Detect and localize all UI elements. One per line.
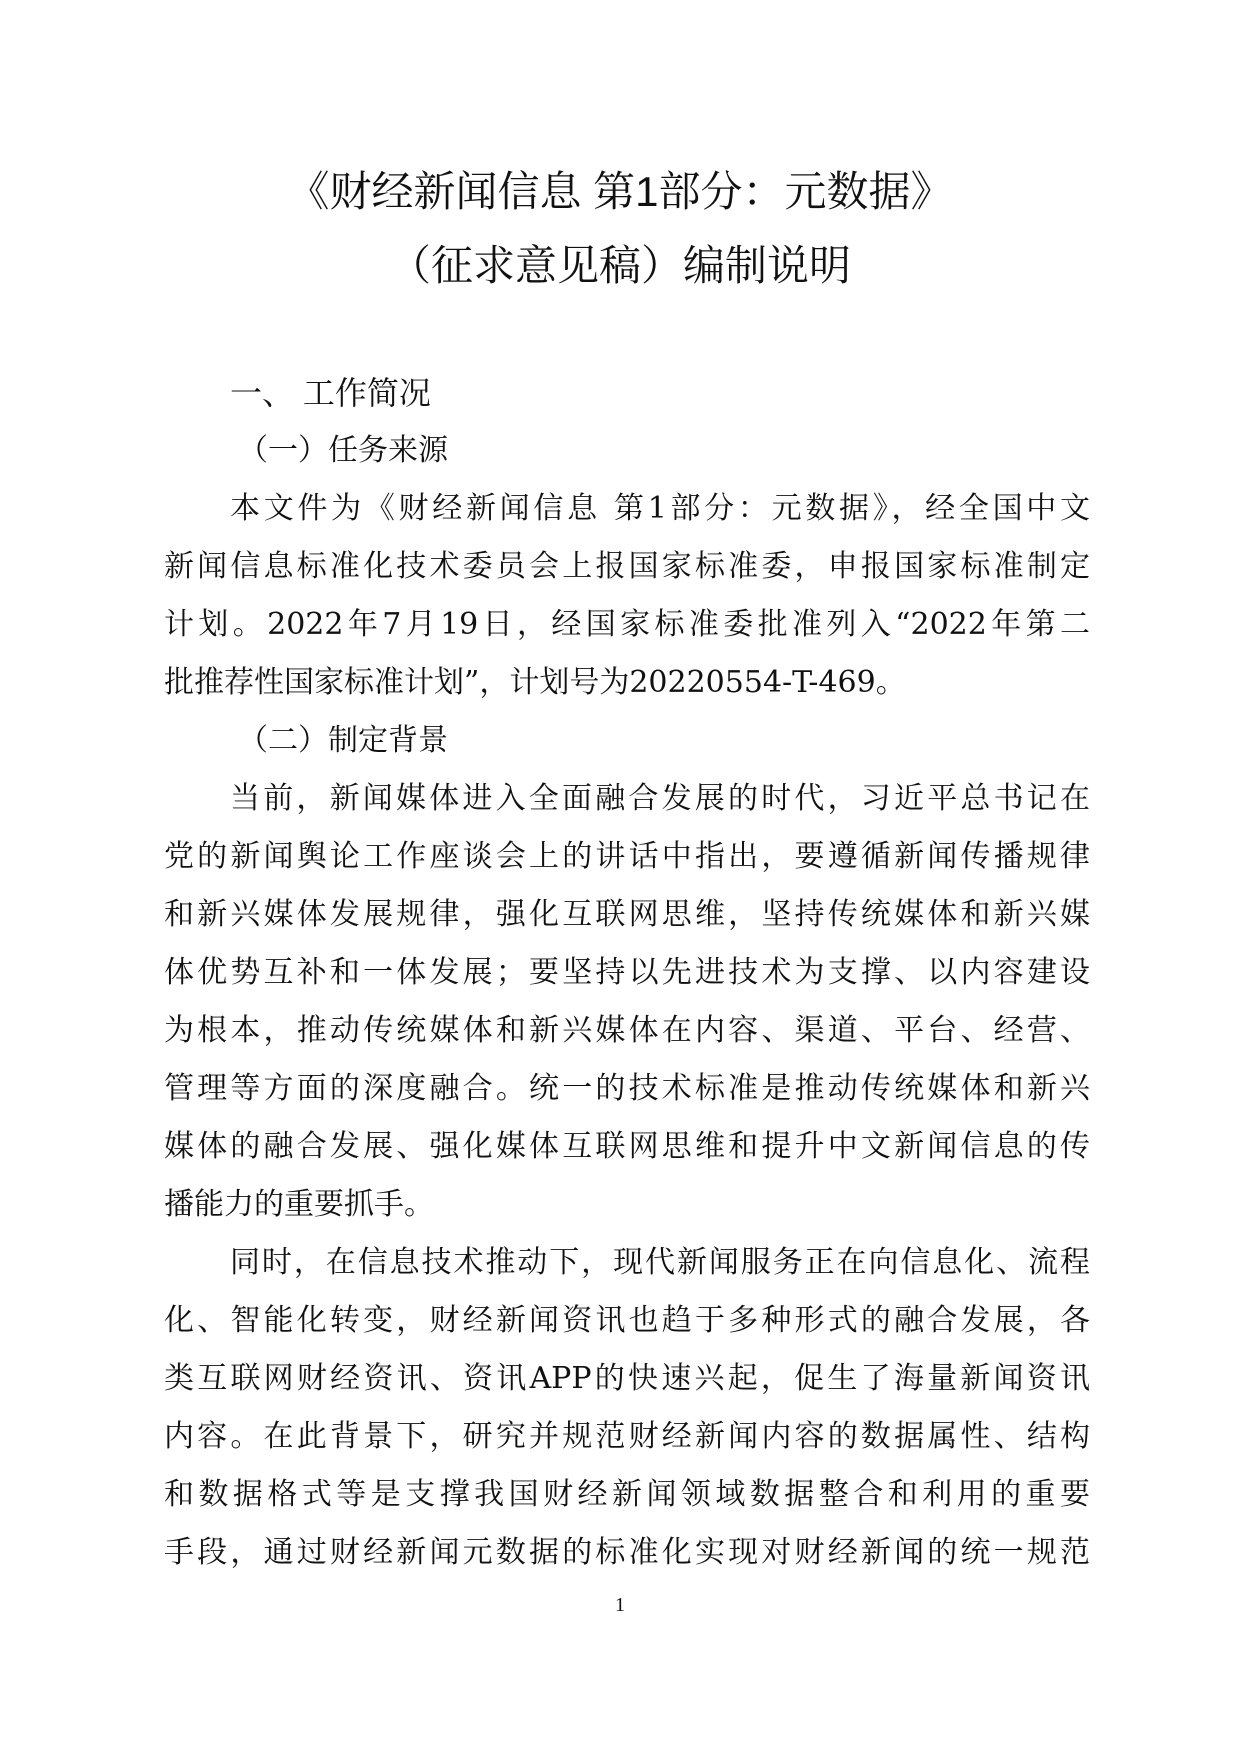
paragraph-background-2	[164, 1234, 1090, 1582]
text-line: 媒体的融合发展、强化媒体互联网思维和提升中文新闻信息的传	[164, 1129, 1090, 1164]
page-number: 1	[615, 1594, 625, 1616]
document-title-line-2: （征求意见稿）编制说明	[388, 242, 851, 289]
section-heading: 一、 工作简况	[230, 375, 431, 411]
text-line: 化、智能化转变，财经新闻资讯也趋于多种形式的融合发展，各	[164, 1303, 1090, 1338]
text-line: 本文件为《财经新闻信息 第1部分：元数据》，经全国中文	[230, 491, 1090, 526]
text-line: 计划。2022年7月19日，经国家标准委批准列入“2022年第二	[164, 607, 1090, 642]
text-line: 新闻信息标准化技术委员会上报国家标准委，申报国家标准制定	[164, 549, 1090, 584]
text-line: 类互联网财经资讯、资讯APP的快速兴起，促生了海量新闻资讯	[164, 1361, 1090, 1396]
text-line: 和新兴媒体发展规律，强化互联网思维，坚持传统媒体和新兴媒	[164, 897, 1090, 932]
text-line: 当前，新闻媒体进入全面融合发展的时代，习近平总书记在	[230, 781, 1090, 816]
text-line: 批推荐性国家标准计划”，计划号为20220554-T-469。	[164, 665, 906, 700]
text-line: 管理等方面的深度融合。统一的技术标准是推动传统媒体和新兴	[164, 1071, 1090, 1106]
document-body	[164, 364, 1090, 1582]
text-line: 和数据格式等是支撑我国财经新闻领域数据整合和利用的重要	[164, 1477, 1090, 1512]
text-line: 手段，通过财经新闻元数据的标准化实现对财经新闻的统一规范	[164, 1535, 1090, 1570]
text-line: 党的新闻舆论工作座谈会上的讲话中指出，要遵循新闻传播规律	[164, 839, 1090, 874]
document-title-line-1: 《财经新闻信息 第1部分：元数据》	[287, 168, 953, 215]
paragraph-background-1	[164, 770, 1090, 1234]
paragraph-task-source	[164, 480, 1090, 712]
text-line: 同时，在信息技术推动下，现代新闻服务正在向信息化、流程	[230, 1245, 1090, 1280]
subsection-heading-background: （二）制定背景	[238, 723, 448, 758]
text-line: 为根本，推动传统媒体和新兴媒体在内容、渠道、平台、经营、	[164, 1013, 1090, 1048]
text-line: 体优势互补和一体发展；要坚持以先进技术为支撑、以内容建设	[164, 955, 1090, 990]
text-line: 播能力的重要抓手。	[164, 1187, 434, 1222]
subsection-heading-task-source: （一）任务来源	[238, 433, 448, 468]
text-line: 内容。在此背景下，研究并规范财经新闻内容的数据属性、结构	[164, 1419, 1090, 1454]
